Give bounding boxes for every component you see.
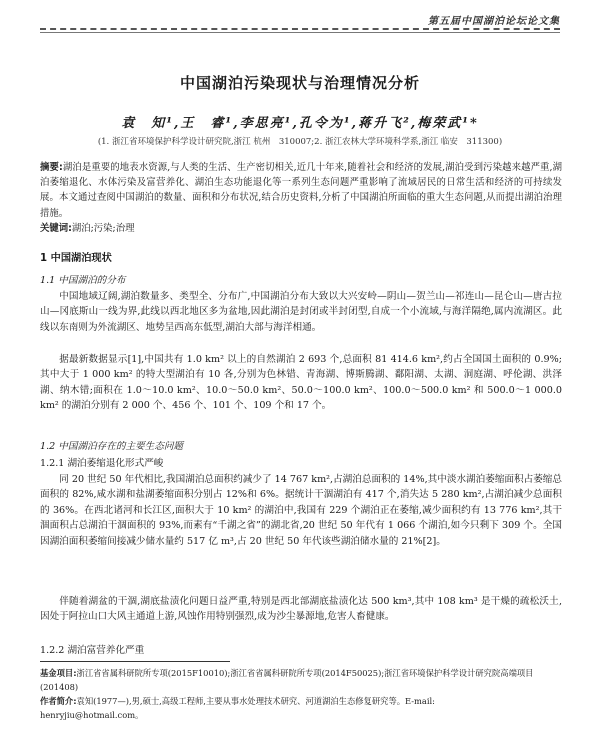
subsection-heading-1-2: 1.2 中国湖泊存在的主要生态问题 — [40, 441, 184, 452]
footnote-rule — [40, 661, 230, 662]
running-head: 第五届中国湖泊论坛论文集 — [428, 16, 560, 27]
paragraph-statistics: 据最新数据显示[1],中国共有 1.0 km² 以上的自然湖泊 2 693 个,总面积 81 414.6 km²,约占全国国土面积的 0.9%;其中大于 1 000 km² 的特大型湖泊有 10 各,分别为色林错、青海湖、博斯腾湖、鄱阳湖、太湖、洞庭湖、呼伦湖、洪泽湖、纳木错;面积在 1.0～10.0 km²、10.0～50.0 km²、50.0～100.0 km²、100.0～500.0 km² 和 500.0～1 000.0 km² 的湖泊分别有 2 000 个、456 个、101 个、109 个和 17 个。 — [40, 354, 562, 412]
header-rule — [40, 32, 560, 33]
paragraph-shrinkage: 同 20 世纪 50 年代相比,我国湖泊总面积约减少了 14 767 km²,占湖泊总面积的 14%,其中淡水湖泊萎缩面积占萎缩总面积的 82%,咸水湖和盐湖萎缩面积分别占 12%和 6%。据统计干涸湖泊有 417 个,消失达 5 280 km²,占湖泊减少总面积的 36%。在西北诸河和长江区,面积大于 10 km² 的湖泊中,我国有 229 个湖泊正在萎缩,减少面积约有 13 776 km²,其干涸面积占总湖泊干涸面积的 93%,而素有“千湖之省”的湖北省,20 世纪 50 年代有 1 066 个湖泊,如今只剩下 309 个。全国因湖泊面积萎缩间接减少储水量约 517 亿 m³,占 20 世纪 50 年代该些湖泊储水量的 21%[2]。 — [40, 474, 562, 547]
abstract — [40, 160, 562, 236]
author-bio: 袁知(1977—),男,硕士,高级工程师,主要从事水处理技术研究、河道湖泊生态修复研究等。E-mail: — [76, 696, 435, 706]
subsection-heading-1-2-1: 1.2.1 湖泊萎缩退化形式严峻 — [40, 458, 164, 469]
affiliations: (1. 浙江省环境保护科学设计研究院,浙江 杭州 310007;2. 浙江农林大学环境科学系,浙江 临安 311300) — [97, 137, 503, 147]
abstract-label: 摘要: — [40, 162, 63, 173]
section-heading-1: 1 中国湖泊现状 — [40, 253, 112, 264]
subsection-heading-1-1: 1.1 中国湖泊的分布 — [40, 275, 126, 286]
author-email[interactable]: henryjiu@hotmail.com。 — [40, 710, 144, 720]
paragraph-distribution: 中国地域辽阔,湖泊数量多、类型全、分布广,中国湖泊分布大致以大兴安岭—阴山—贺兰山—祁连山—昆仑山—唐古拉山—冈底斯山一线为界,此线以西北地区多为盆地,因此湖泊是封闭或半封闭型,自成一个小流域,与海洋隔绝,属内流湖区。此线以东南则为外流湖区、地势呈西高东低型,湖泊大部与海洋相通。 — [40, 291, 562, 333]
paper-title: 中国湖泊污染现状与治理情况分析 — [179, 74, 420, 92]
header-rule-dashed — [40, 28, 560, 30]
keywords-label: 关键词: — [40, 222, 72, 234]
author-bio-label: 作者简介: — [40, 696, 77, 706]
fund-label: 基金项目: — [40, 668, 77, 678]
footnotes — [40, 666, 562, 722]
abstract-text: 湖泊是重要的地表水资源,与人类的生活、生产密切相关,近几十年来,随着社会和经济的发展,湖泊受到污染越来越严重,湖泊萎缩退化、水体污染及富营养化、湖泊生态功能退化等一系列生态问题严重影响了流域居民的日常生活和经济的可持续发展。本文通过查阅中国湖泊的数量、面积和分布状况,结合历史资料,分析了中国湖泊所面临的重大生态问题,从而提出湖泊治理措施。 — [40, 162, 563, 219]
paragraph-salinization: 伴随着湖盆的干涸,湖底盐渍化问题日益严重,特别是西北部湖底盐渍化达 500 km³,其中 108 km³ 是干燥的疏松沃土,因处于阿拉山口大风主通道上游,风蚀作用特别强烈,成为沙尘暴源地,危害人畜健康。 — [40, 596, 562, 623]
author-list: 袁 知¹,王 睿¹,李思亮¹,孔令为¹,蒋升飞²,梅荣武¹* — [121, 116, 479, 131]
fund-text: 浙江省省属科研院所专项(2015F10010);浙江省省属科研院所专项(2014F50025);浙江省环境保护科学设计研究院高端项目(201408) — [40, 668, 534, 692]
subsection-heading-1-2-2: 1.2.2 湖泊富营养化严重 — [40, 645, 145, 656]
keywords: 湖泊;污染;治理 — [71, 222, 135, 234]
